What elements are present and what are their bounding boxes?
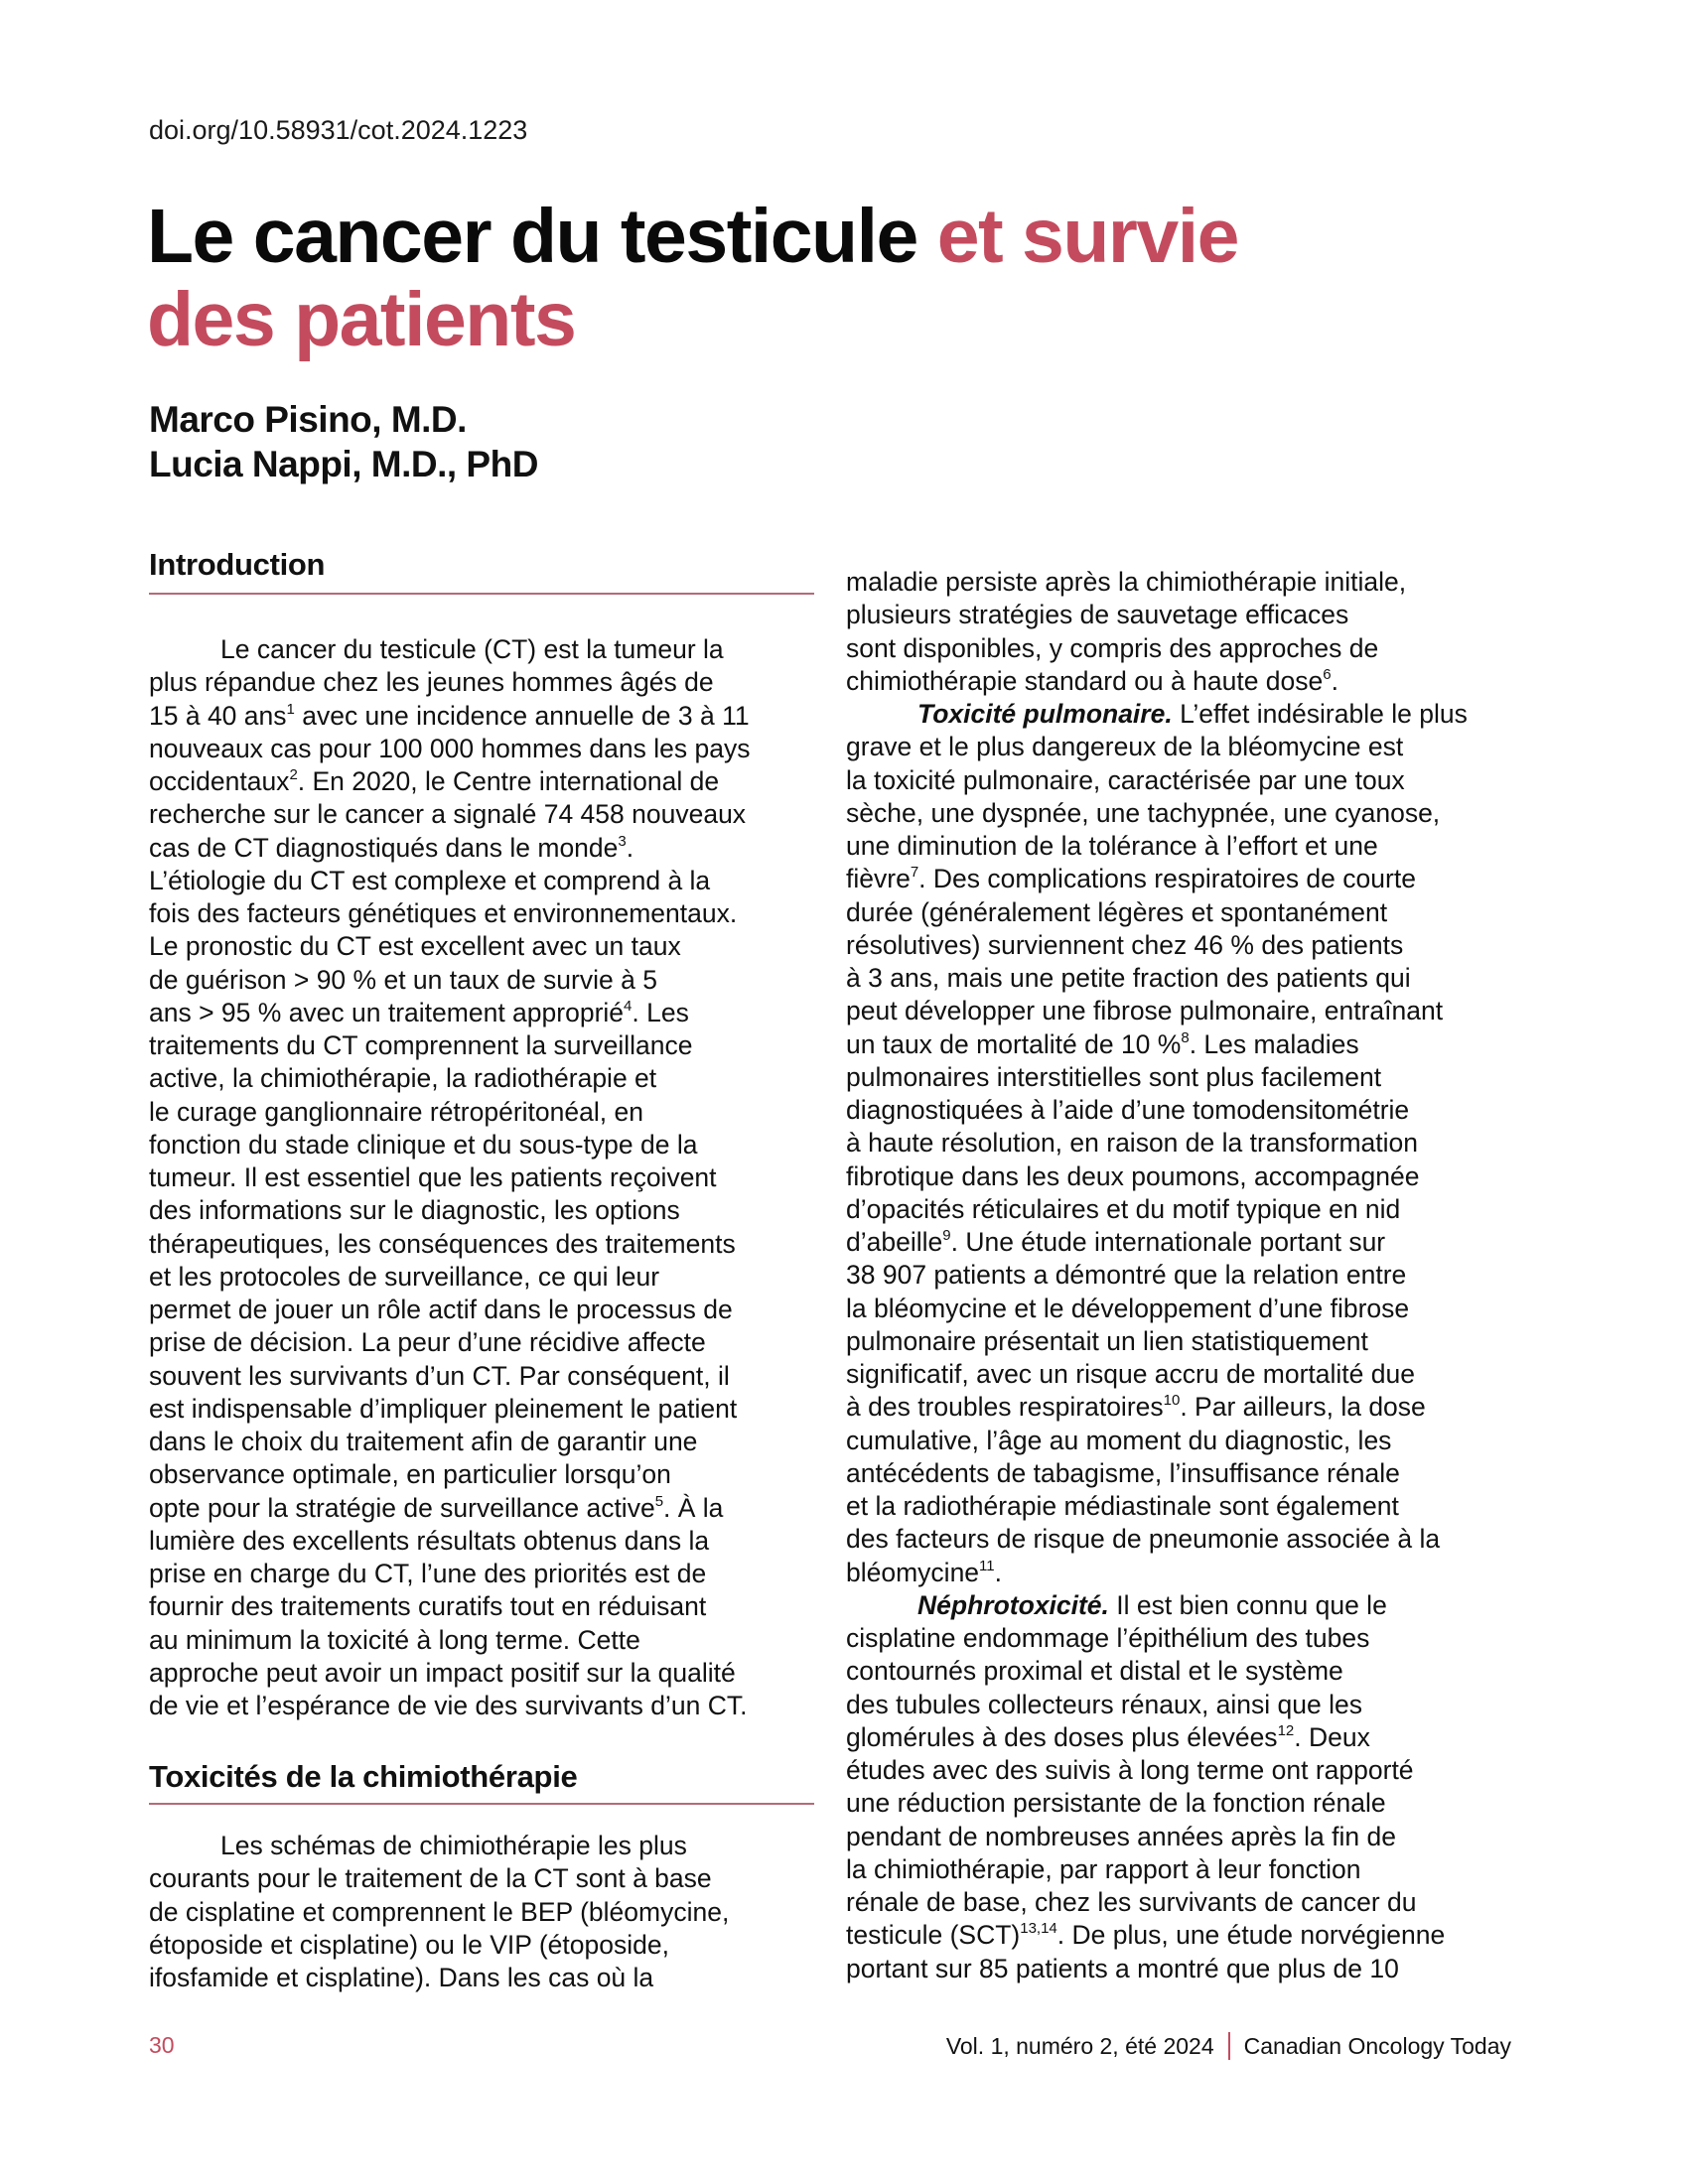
text-segment: glomérules à des doses plus élevées (846, 1721, 1278, 1752)
text-segment: résolutives) surviennent chez 46 % des patients (846, 929, 1404, 960)
text-segment: grave et le plus dangereux de la bléomycine est (846, 732, 1404, 762)
text-line (846, 665, 1531, 698)
text-segment: traitements du CT comprennent la surveillance (149, 1030, 693, 1060)
text-segment: de guérison > 90 % et un taux de survie à 5 (149, 964, 657, 995)
text-line (149, 1896, 824, 1929)
text-segment: 15 à 40 ans (149, 700, 287, 731)
article-title (147, 195, 1537, 361)
author: Lucia Nappi, M.D., PhD (149, 444, 538, 484)
text-segment: cas de CT diagnostiqués dans le monde (149, 832, 619, 863)
text-segment: des tubules collecteurs rénaux, ainsi que les (846, 1689, 1362, 1719)
text-segment: le curage ganglionnaire rétropéritonéal, en (149, 1096, 643, 1127)
title-part-black: Le cancer du testicule (147, 194, 937, 279)
text-line (846, 1061, 1531, 1094)
text-line (846, 599, 1531, 631)
text-line (149, 1590, 824, 1623)
text-segment: maladie persiste après la chimiothérapie initiale, (846, 567, 1407, 597)
text-segment: tumeur. Il est essentiel que les patients reçoivent (149, 1162, 717, 1192)
text-segment: testicule (SCT) (846, 1920, 1021, 1951)
text-segment: Le cancer du testicule (CT) est la tumeur la (220, 634, 724, 664)
text-segment: . Les (632, 997, 689, 1027)
reference-superscript: 4 (624, 997, 633, 1015)
text-segment: à haute résolution, en raison de la transformation (846, 1128, 1418, 1159)
text-segment: active, la chimiothérapie, la radiothérapie et (149, 1063, 657, 1094)
text-segment: des informations sur le diagnostic, les options (149, 1195, 680, 1226)
run-in-heading: Néphrotoxicité. (917, 1589, 1109, 1620)
text-segment: la toxicité pulmonaire, caractérisée par une toux (846, 764, 1405, 795)
text-segment: peut développer une fibrose pulmonaire, entraînant (846, 996, 1444, 1026)
text-line (149, 633, 824, 666)
text-line (846, 1028, 1531, 1061)
footer-issue-info (946, 2032, 1511, 2060)
text-segment: est indispensable d’impliquer pleinement le patient (149, 1393, 738, 1424)
text-segment: antécédents de tabagisme, l’insuffisance rénale (846, 1457, 1400, 1488)
text-line (846, 1821, 1531, 1853)
text-line (846, 1094, 1531, 1127)
text-line (846, 731, 1531, 763)
text-line (149, 865, 824, 897)
text-segment: des facteurs de risque de pneumonie associée à la (846, 1524, 1441, 1555)
issue-label: Vol. 1, numéro 2, été 2024 (945, 2032, 1214, 2059)
text-line (846, 929, 1531, 962)
text-segment: fibrotique dans les deux poumons, accompagnée (846, 1160, 1420, 1191)
text-segment: souvent les survivants d’un CT. Par conséquent, il (149, 1360, 730, 1391)
text-line (149, 1962, 824, 1994)
text-line (846, 698, 1531, 731)
text-segment: fois des facteurs génétiques et environnementaux. (149, 898, 738, 928)
text-segment: fournir des traitements curatifs tout en réduisant (149, 1591, 707, 1622)
text-segment: significatif, avec un risque accru de mortalité due (846, 1359, 1415, 1389)
text-segment: fonction du stade clinique et du sous-type de la (149, 1129, 698, 1160)
text-line (149, 1492, 824, 1525)
reference-superscript: 10 (1163, 1392, 1181, 1410)
text-segment: . En 2020, le Centre international de (297, 766, 720, 796)
text-segment: . Deux (1294, 1721, 1370, 1752)
text-segment: la bléomycine et le développement d’une fibrose (846, 1293, 1410, 1323)
text-line (846, 1589, 1531, 1622)
text-segment: cumulative, l’âge au moment du diagnostic, les (846, 1425, 1392, 1455)
text-line (846, 1160, 1531, 1193)
reference-superscript: 3 (618, 832, 627, 850)
text-segment: durée (généralement légères et spontanément (846, 896, 1388, 927)
text-segment: recherche sur le cancer a signalé 74 458 nouveaux (149, 799, 747, 830)
text-line (846, 632, 1531, 665)
text-line (846, 1358, 1531, 1391)
text-segment: pendant de nombreuses années après la fin de (846, 1821, 1396, 1851)
text-segment: chimiothérapie standard ou à haute dose (846, 665, 1324, 696)
column-left-toxicites (149, 1830, 824, 1994)
text-segment: permet de jouer un rôle actif dans le processus de (149, 1295, 733, 1324)
text-segment: prise en charge du CT, l’une des priorités est de (149, 1559, 707, 1588)
text-line (846, 1391, 1531, 1424)
text-segment: . (1331, 665, 1338, 696)
text-line (846, 1523, 1531, 1556)
author: Marco Pisino, M.D. (149, 399, 467, 440)
text-segment: nouveaux cas pour 100 000 hommes dans les pays (149, 733, 751, 763)
doi-link[interactable]: doi.org/10.58931/cot.2024.1223 (149, 115, 528, 145)
text-line (149, 1096, 824, 1129)
text-line (846, 1953, 1531, 1985)
reference-superscript: 9 (942, 1227, 951, 1244)
text-line (149, 1525, 824, 1558)
text-line (149, 798, 824, 831)
reference-superscript: 1 (286, 700, 295, 718)
text-segment: ifosfamide et cisplatine). Dans les cas où la (149, 1963, 654, 1992)
text-segment: Le pronostic du CT est excellent avec un taux (149, 931, 681, 962)
text-segment: plusieurs stratégies de sauvetage efficaces (846, 600, 1349, 630)
text-segment: Il est bien connu que le (1108, 1589, 1387, 1620)
text-line (149, 930, 824, 963)
text-line (149, 1862, 824, 1895)
text-line (149, 1194, 824, 1227)
text-segment: sèche, une dyspnée, une tachypnée, une cyanose, (846, 797, 1441, 828)
text-segment: une diminution de la tolérance à l’effort et une (846, 831, 1378, 861)
text-line (846, 1127, 1531, 1160)
text-segment: étoposide et cisplatine) ou le VIP (étoposide, (149, 1929, 669, 1960)
text-line (149, 765, 824, 798)
column-left-introduction (149, 633, 824, 1722)
text-line (846, 566, 1531, 599)
text-segment: fièvre (846, 864, 911, 894)
text-segment: plus répandue chez les jeunes hommes âgés de (149, 667, 714, 698)
text-line (846, 830, 1531, 863)
text-segment: diagnostiquées à l’aide d’une tomodensitométrie (846, 1095, 1410, 1125)
reference-superscript: 8 (1181, 1028, 1190, 1046)
text-segment: de cisplatine et comprennent le BEP (bléomycine, (149, 1896, 730, 1927)
text-line (846, 1226, 1531, 1259)
text-line (149, 1326, 824, 1359)
text-segment: dans le choix du traitement afin de garantir une (149, 1427, 698, 1456)
text-line (846, 797, 1531, 830)
text-line (149, 1161, 824, 1194)
title-line2-accent: des patients (147, 277, 576, 362)
text-line (846, 1425, 1531, 1457)
reference-superscript: 11 (979, 1557, 995, 1574)
text-line (149, 997, 824, 1029)
text-line (149, 1558, 824, 1590)
text-line (149, 666, 824, 699)
footer-divider (1228, 2032, 1230, 2060)
text-segment: la chimiothérapie, par rapport à leur fonction (846, 1853, 1361, 1884)
text-segment: portant sur 85 patients a montré que plus de 10 (846, 1953, 1399, 1983)
text-segment: opte pour la stratégie de surveillance active (149, 1492, 655, 1523)
journal-name: Canadian Oncology Today (1243, 2032, 1511, 2059)
reference-superscript: 5 (654, 1492, 664, 1510)
reference-superscript: 6 (1323, 665, 1332, 683)
text-line (149, 733, 824, 765)
text-line (149, 1929, 824, 1962)
text-line (846, 962, 1531, 995)
text-line (846, 1655, 1531, 1688)
text-line (846, 1325, 1531, 1358)
text-line (149, 897, 824, 930)
text-segment: L’effet indésirable le plus (1172, 699, 1468, 729)
text-line (149, 832, 824, 865)
text-segment: rénale de base, chez les survivants de cancer du (846, 1887, 1417, 1917)
text-segment: . À la (663, 1492, 724, 1523)
text-line (149, 1624, 824, 1657)
text-line (149, 964, 824, 997)
text-segment: de vie et l’espérance de vie des survivants d’un CT. (149, 1691, 748, 1720)
author-list (149, 397, 538, 486)
text-line (149, 1261, 824, 1294)
text-line (846, 1787, 1531, 1820)
text-segment: pulmonaire présentait un lien statistiquement (846, 1325, 1368, 1356)
text-line (846, 764, 1531, 797)
text-segment: thérapeutiques, les conséquences des traitements (149, 1228, 736, 1259)
text-line (846, 896, 1531, 929)
text-segment: prise de décision. La peur d’une récidive affecte (149, 1327, 706, 1358)
text-line (846, 995, 1531, 1027)
column-right (846, 566, 1531, 1985)
text-segment: bléomycine (846, 1557, 980, 1587)
text-line (149, 1029, 824, 1062)
section-heading-toxicites: Toxicités de la chimiothérapie (149, 1759, 578, 1794)
text-segment: . De plus, une étude norvégienne (1056, 1920, 1446, 1951)
text-line (846, 1457, 1531, 1490)
text-line (149, 1062, 824, 1095)
text-segment: L’étiologie du CT est complexe et comprend à la (149, 865, 711, 895)
text-line (149, 1360, 824, 1393)
text-line (149, 1393, 824, 1426)
text-segment: Les schémas de chimiothérapie les plus (220, 1831, 687, 1860)
text-line (149, 1426, 824, 1458)
section-heading-introduction: Introduction (149, 547, 326, 582)
text-line (846, 863, 1531, 895)
run-in-heading: Toxicité pulmonaire. (917, 699, 1173, 729)
text-segment: à 3 ans, mais une petite fraction des patients qui (846, 963, 1411, 993)
text-line (846, 1193, 1531, 1226)
text-line (846, 1754, 1531, 1787)
text-line (846, 1853, 1531, 1886)
text-line (846, 1689, 1531, 1721)
page-number: 30 (149, 2032, 175, 2058)
text-line (149, 1294, 824, 1326)
text-segment: au minimum la toxicité à long terme. Cette (149, 1624, 640, 1655)
text-line (149, 1657, 824, 1690)
text-segment: ans > 95 % avec un traitement approprié (149, 997, 625, 1027)
text-segment: avec une incidence annuelle de 3 à 11 (294, 700, 750, 731)
text-segment: sont disponibles, y compris des approches de (846, 632, 1379, 663)
reference-superscript: 12 (1277, 1721, 1295, 1739)
section-rule (149, 593, 814, 595)
text-line (846, 1886, 1531, 1919)
section-rule (149, 1803, 814, 1805)
text-segment: un taux de mortalité de 10 % (846, 1028, 1182, 1059)
text-segment: d’opacités réticulaires et du motif typique en nid (846, 1193, 1401, 1224)
text-line (846, 1293, 1531, 1325)
text-segment: d’abeille (846, 1227, 943, 1257)
text-line (149, 1830, 824, 1862)
text-segment: cisplatine endommage l’épithélium des tubes (846, 1623, 1370, 1653)
text-segment: . Une étude internationale portant sur (950, 1227, 1386, 1257)
text-segment: . Les maladies (1189, 1028, 1359, 1059)
text-line (846, 1490, 1531, 1523)
reference-superscript: 2 (289, 766, 298, 783)
text-segment: 38 907 patients a démontré que la relation entre (846, 1260, 1407, 1291)
title-part-accent: et survie (936, 194, 1238, 279)
text-segment: et la radiothérapie médiastinale sont également (846, 1491, 1399, 1521)
text-segment: une réduction persistante de la fonction rénale (846, 1788, 1386, 1819)
text-segment: observance optimale, en particulier lorsqu’on (149, 1459, 671, 1490)
text-line (846, 1721, 1531, 1754)
text-segment: . Par ailleurs, la dose (1180, 1392, 1426, 1423)
text-line (149, 1690, 824, 1722)
text-segment: . (626, 832, 634, 863)
reference-superscript: 7 (910, 864, 919, 882)
text-segment: contournés proximal et distal et le système (846, 1656, 1343, 1687)
text-segment: pulmonaires interstitielles sont plus facilement (846, 1061, 1382, 1092)
text-segment: à des troubles respiratoires (846, 1392, 1164, 1423)
text-segment: . Des complications respiratoires de courte (918, 864, 1416, 894)
text-line (149, 700, 824, 733)
text-line (846, 1622, 1531, 1655)
text-line (846, 1919, 1531, 1952)
reference-superscript: 13,14 (1020, 1920, 1057, 1938)
text-line (846, 1259, 1531, 1292)
text-segment: courants pour le traitement de la CT sont à base (149, 1863, 712, 1894)
text-segment: approche peut avoir un impact positif sur la qualité (149, 1657, 736, 1688)
text-segment: études avec des suivis à long terme ont rapporté (846, 1755, 1414, 1785)
text-segment: occidentaux (149, 766, 290, 796)
text-segment: . (994, 1557, 1002, 1587)
text-segment: et les protocoles de surveillance, ce qui leur (149, 1261, 660, 1292)
text-line (149, 1458, 824, 1491)
text-line (149, 1228, 824, 1261)
text-line (149, 1129, 824, 1161)
text-line (846, 1557, 1531, 1589)
text-segment: lumière des excellents résultats obtenus dans la (149, 1525, 710, 1556)
